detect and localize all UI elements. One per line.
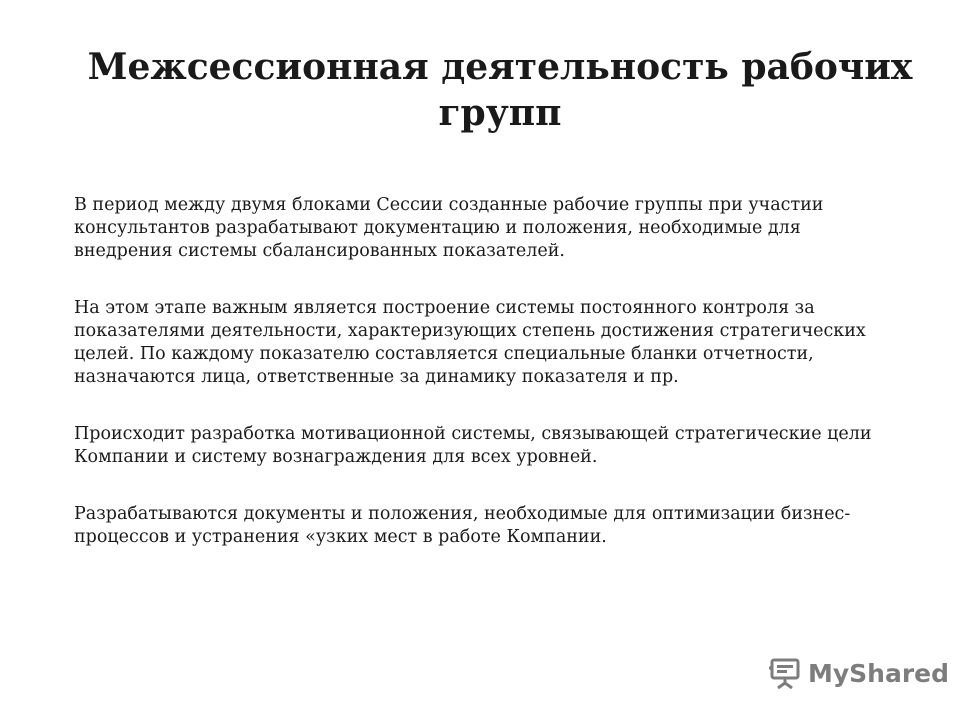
slide-title: Межсессионная деятельность рабочих групп	[87, 46, 913, 134]
myshared-watermark	[768, 656, 949, 692]
slide-body	[74, 194, 904, 583]
watermark-text: MyShared	[808, 659, 950, 688]
paragraph-4: Разрабатываются документы и положения, необходимые для оптимизации бизнес-процессов и устранения «узких мест в работе Компании.	[74, 504, 851, 547]
paragraph-1: В период между двумя блоками Сессии созданные рабочие группы при участии консультантов разрабатывают документацию и положения, необходимые для внедрения системы сбалансированных показателей.	[74, 195, 824, 261]
paragraph-2: На этом этапе важным является построение системы постоянного контроля за показателями деятельности, характеризующих степень достижения стратегических целей. По каждому показателю составляется специальные бланки отчетности, назначаются лица, ответственные за динамику показателя и пр.	[74, 298, 866, 387]
paragraph-3: Происходит разработка мотивационной системы, связывающей стратегические цели Компании и систему вознаграждения для всех уровней.	[74, 424, 872, 467]
presentation-board-icon	[768, 657, 802, 691]
